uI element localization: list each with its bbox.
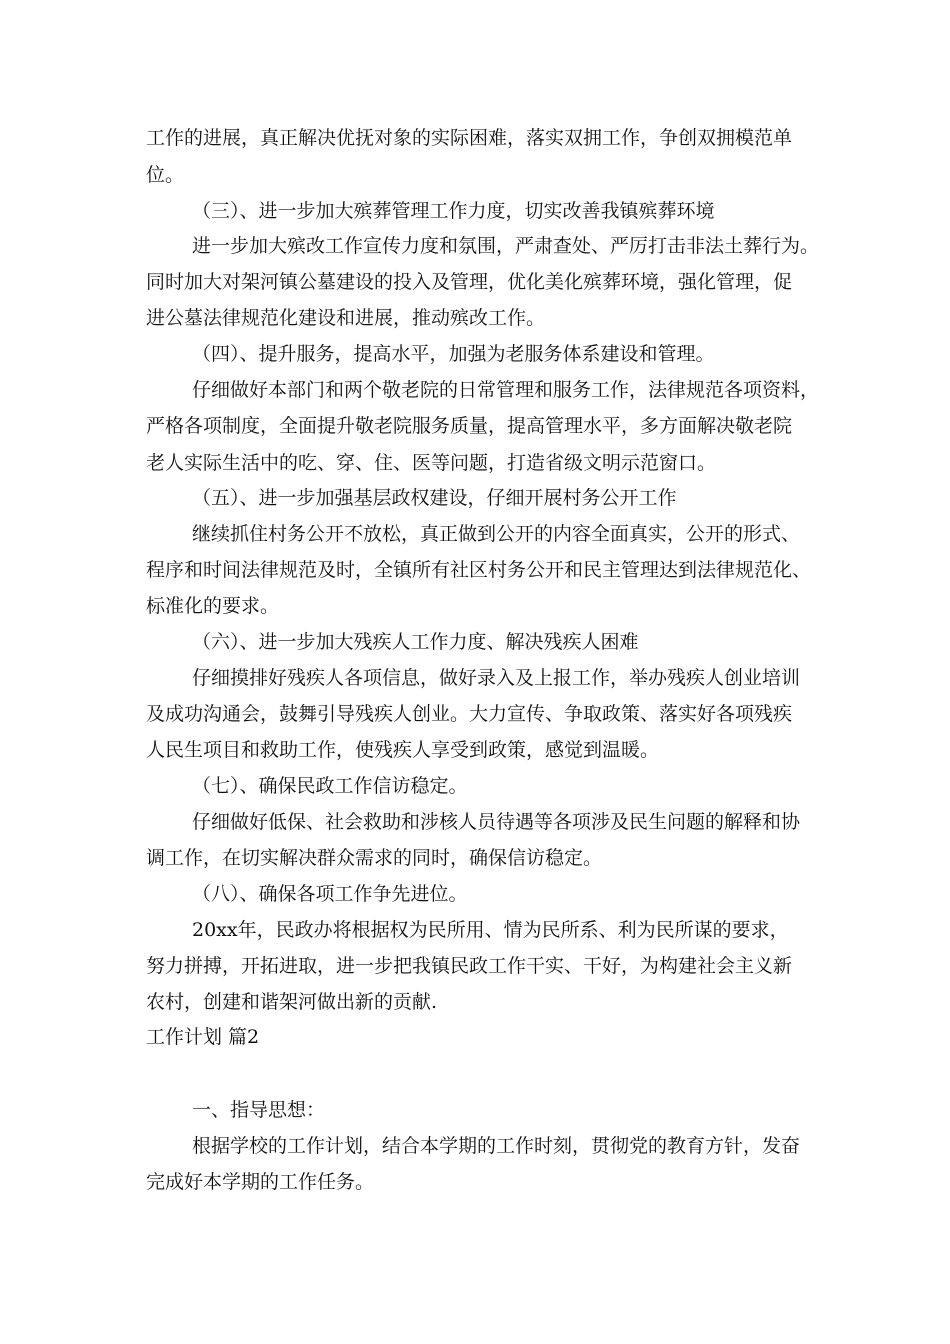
paragraph-line: 根据学校的工作计划，结合本学期的工作时刻，贯彻党的教育方针，发奋 [192,1135,801,1157]
text-line: 位。 [146,164,185,186]
text-line: 人民生项目和救助工作，使残疾人享受到政策，感觉到温暖。 [146,739,660,761]
section-heading: （三）、进一步加大殡葬管理工作力度，切实改善我镇殡葬环境 [192,200,715,222]
paragraph-line: 仔细摸排好残疾人各项信息，做好录入及上报工作，举办残疾人创业培训 [192,667,801,689]
text-line: 严格各项制度，全面提升敬老院服务质量，提高管理水平，多方面解决敬老院 [146,415,793,437]
text-line: 老人实际生活中的吃、穿、住、医等问题，打造省级文明示范窗口。 [146,452,717,474]
text-line: 工作的进展，真正解决优抚对象的实际困难，落实双拥工作，争创双拥模范单 [146,127,793,149]
paragraph-line: 仔细做好本部门和两个敬老院的日常管理和服务工作，法律规范各项资料， [192,379,820,401]
text-line: 同时加大对架河镇公墓建设的投入及管理，优化美化殡葬环境，强化管理，促 [146,271,793,293]
paragraph-line: 20xx年，民政办将根据权为民所用、情为民所系、利为民所谋的要求， [192,919,789,941]
chapter-title: 工作计划 篇2 [146,1026,260,1048]
text-line: 及成功沟通会，鼓舞引导残疾人创业。大力宣传、争取政策、落实好各项残疾 [146,703,793,725]
section-heading: （五）、进一步加强基层政权建设，仔细开展村务公开工作 [192,487,677,509]
text-line: 标准化的要求。 [146,595,280,617]
section-heading: （七）、确保民政工作信访稳定。 [192,775,468,797]
section-heading: （四）、提升服务，提高水平，加强为老服务体系建设和管理。 [192,343,715,365]
text-line: 努力拼搏，开拓进取，进一步把我镇民政工作干实、干好，为构建社会主义新 [146,955,793,977]
section-heading: 一、指导思想： [192,1099,326,1121]
text-line: 农村，创建和谐架河做出新的贡献. [146,991,438,1013]
text-line: 进公墓法律规范化建设和进展，推动殡改工作。 [146,307,546,329]
paragraph-line: 继续抓住村务公开不放松，真正做到公开的内容全面真实，公开的形式、 [192,523,801,545]
paragraph-line: 进一步加大殡改工作宣传力度和氛围，严肃查处、严厉打击非法土葬行为。 [192,235,820,257]
paragraph-line: 仔细做好低保、社会救助和涉核人员待遇等各项涉及民生问题的解释和协 [192,811,801,833]
text-line: 程序和时间法律规范及时，全镇所有社区村务公开和民主管理达到法律规范化、 [146,559,812,581]
section-heading: （八）、确保各项工作争先进位。 [192,883,468,905]
section-heading: （六）、进一步加大残疾人工作力度、解决残疾人困难 [192,631,639,653]
text-line: 完成好本学期的工作任务。 [146,1171,375,1193]
text-line: 调工作，在切实解决群众需求的同时，确保信访稳定。 [146,847,603,869]
